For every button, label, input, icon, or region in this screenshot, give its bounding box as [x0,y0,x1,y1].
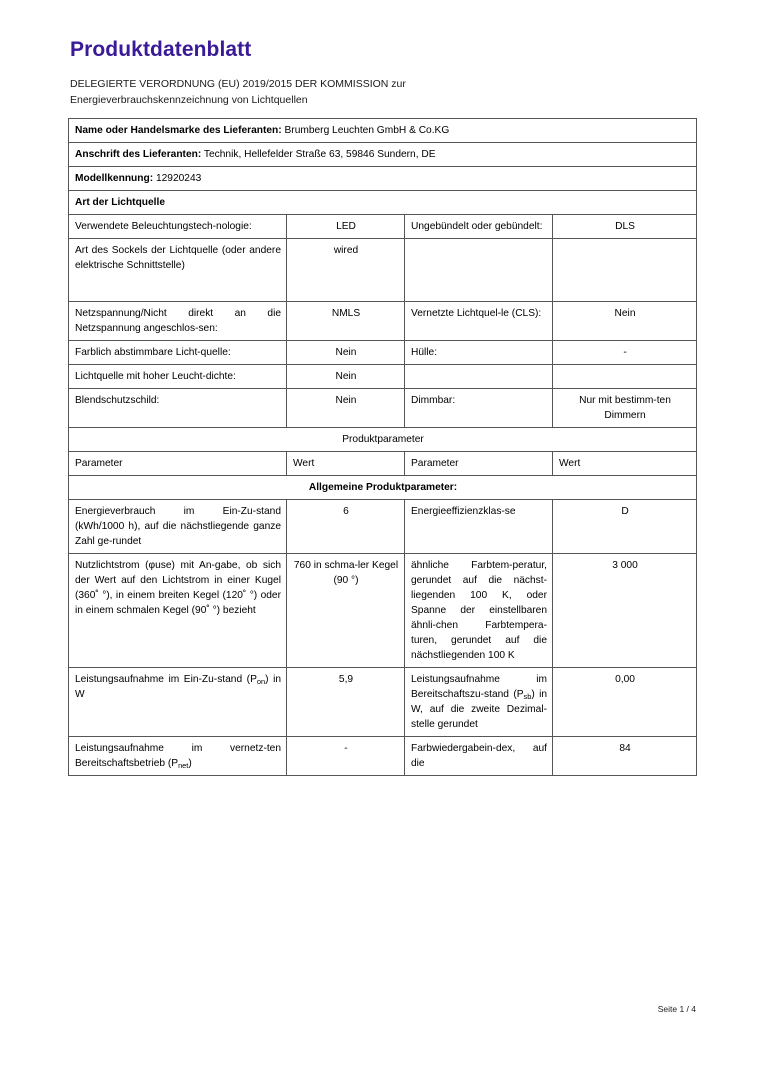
table-row [69,302,697,341]
section-light-source-type: Art der Lichtquelle [69,191,697,215]
cell-label-high-luminance: Lichtquelle mit hoher Leucht-dichte: [69,365,287,389]
table-row [69,737,697,776]
cell-label-useful-luminous-flux: Nutzlichtstrom (φuse) mit An-gabe, ob sich der Wert auf den Lichtstrom in einer Kugel (360˚ °), in einem breiten Kegel (120˚ °) oder in einem schmalen Kegel (90˚ °) bezieht [69,554,287,668]
cell-value-cap-type: wired [287,239,405,302]
cell-value-correlated-colour-temperature: 3 000 [553,554,697,668]
model-id-label: Modellkennung: [75,173,154,184]
table-row [69,554,697,668]
col-header-value-2: Wert [553,452,697,476]
cell-label-correlated-colour-temperature: ähnliche Farbtem-peratur, gerundet auf die nächst-liegenden 100 K, oder Spanne der einstellbaren ähnli-chen Farbtempera-turen, gerundet auf die nächstliegenden 100 K [405,554,553,668]
supplier-name-value: Brumberg Leuchten GmbH & Co.KG [284,125,450,136]
cell-label-anti-glare-shield: Blendschutzschild: [69,389,287,428]
subtitle-line-2: Energieverbrauchskennzeichnung von Lichtquellen [70,94,308,106]
cell-value-directional: DLS [553,215,697,239]
subscript-net: net [178,761,189,770]
cell-value-dimmable: Nur mit bestimm-ten Dimmern [553,389,697,428]
section-product-parameters: Produktparameter [69,428,697,452]
cell-value-colour-tunable: Nein [287,341,405,365]
cell-label-empty-2 [405,365,553,389]
section-general-product-parameters: Allgemeine Produktparameter: [69,476,697,500]
table-row-supplier-name [69,119,697,143]
cell-label-energy-class: Energieeffizienzklas-se [405,500,553,554]
supplier-address-label: Anschrift des Lieferanten: [75,149,202,160]
table-row-model-id [69,167,697,191]
model-id-value: 12920243 [155,173,202,184]
cell-value-technology: LED [287,215,405,239]
subscript-on: on [256,677,266,686]
col-header-parameter-2: Parameter [405,452,553,476]
cell-label-empty-1 [405,239,553,302]
cell-value-energy-class: D [553,500,697,554]
col-header-value-1: Wert [287,452,405,476]
subscript-sb: sb [523,692,532,701]
cell-value-empty-2 [553,365,697,389]
cell-label-energy-consumption: Energieverbrauch im Ein-Zu-stand (kWh/1000 h), auf die nächstliegende ganze Zahl ge-rundet [69,500,287,554]
datasheet [68,38,696,776]
cell-value-power-standby: 0,00 [553,668,697,737]
cell-label-power-on-mode: Leistungsaufnahme im Ein-Zu-stand $(P_{on})$ in W [69,668,287,737]
cell-label-technology: Verwendete Beleuchtungstech-nologie: [69,215,287,239]
model-id-cell [69,167,697,191]
cell-value-energy-consumption: 6 [287,500,405,554]
cell-value-power-on-mode: 5,9 [287,668,405,737]
cell-value-high-luminance: Nein [287,365,405,389]
table-row [69,215,697,239]
cell-label-mains-voltage: Netzspannung/Nicht direkt an die Netzspannung angeschlos-sen: [69,302,287,341]
cell-value-empty-1 [553,239,697,302]
supplier-address-cell [69,143,697,167]
cell-label-directional: Ungebündelt oder gebündelt: [405,215,553,239]
table-row-section-light-source [69,191,697,215]
table-row-section-product-parameters [69,428,697,452]
table-row [69,500,697,554]
table-row [69,365,697,389]
supplier-name-cell [69,119,697,143]
cell-value-connected-light-source: Nein [553,302,697,341]
table-row-supplier-address [69,143,697,167]
subtitle-line-1: DELEGIERTE VERORDNUNG (EU) 2019/2015 DER KOMMISSION zur [70,78,406,90]
table-row-parameter-header [69,452,697,476]
cell-label-connected-light-source: Vernetzte Lichtquel-le (CLS): [405,302,553,341]
supplier-name-label: Name oder Handelsmarke des Lieferanten: [75,125,282,136]
regulation-subtitle [70,76,696,108]
table-row [69,239,697,302]
supplier-address-value: Technik, Hellefelder Straße 63, 59846 Sundern, DE [203,149,436,160]
cell-label-envelope: Hülle: [405,341,553,365]
cell-label-power-networked-standby: Leistungsaufnahme im vernetz-ten Bereitschaftsbetrieb $(P_{net})$ [69,737,287,776]
cell-value-useful-luminous-flux: 760 in schma-ler Kegel (90 °) [287,554,405,668]
table-row [69,341,697,365]
cell-value-power-networked-standby: - [287,737,405,776]
page-footer: Seite 1 / 4 [657,1004,696,1014]
cell-value-mains-voltage: NMLS [287,302,405,341]
page-title: Produktdatenblatt [70,38,252,61]
col-header-parameter-1: Parameter [69,452,287,476]
table-row [69,668,697,737]
cell-label-power-standby: Leistungsaufnahme im Bereitschaftszu-stand $(P_{sb})$ in W, auf die zweite Dezimal-stelle gerundet [405,668,553,737]
product-datasheet-table [68,118,697,776]
table-row-section-general-parameters [69,476,697,500]
cell-value-anti-glare-shield: Nein [287,389,405,428]
cell-label-dimmable: Dimmbar: [405,389,553,428]
cell-label-cap-type: Art des Sockels der Lichtquelle (oder andere elektrische Schnittstelle) [69,239,287,302]
cell-value-envelope: - [553,341,697,365]
table-row [69,389,697,428]
cell-value-colour-rendering-index: 84 [553,737,697,776]
cell-label-colour-tunable: Farblich abstimmbare Licht-quelle: [69,341,287,365]
cell-label-colour-rendering-index: Farbwiedergabein-dex, auf die [405,737,553,776]
